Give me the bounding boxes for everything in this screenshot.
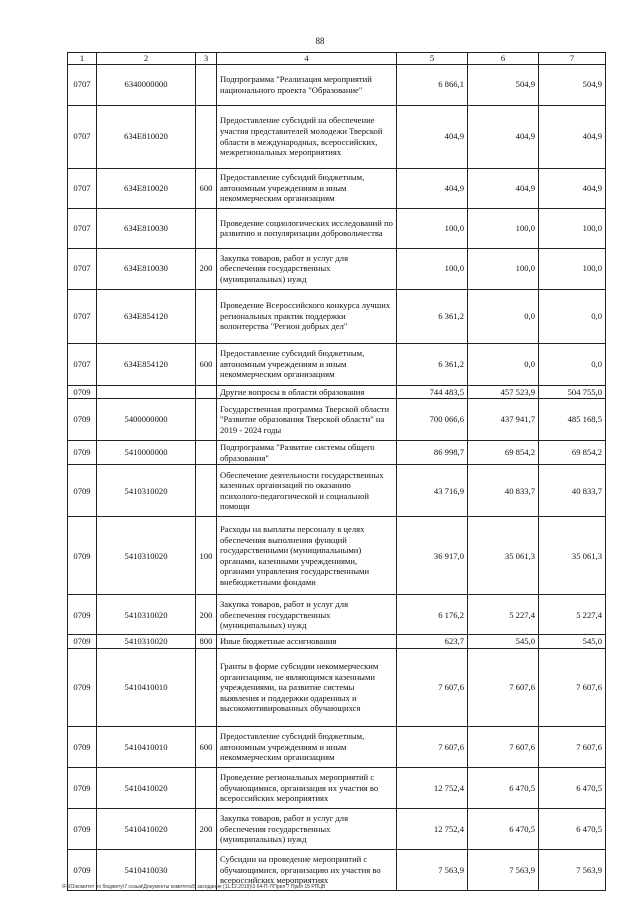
- table-row: [68, 64, 606, 105]
- table-row: [68, 343, 606, 385]
- expense-type-cell: [196, 208, 217, 248]
- amount-year2-cell: 6 470,5: [468, 767, 539, 808]
- expense-type-cell: [196, 441, 217, 465]
- section-code-cell: 0709: [68, 399, 97, 441]
- amount-year2-cell: 69 854,2: [468, 441, 539, 465]
- amount-year1-cell: 100,0: [397, 248, 468, 289]
- target-article-cell: 5410310020: [97, 517, 196, 595]
- amount-year3-cell: 35 061,3: [539, 517, 606, 595]
- amount-year1-cell: 7 607,6: [397, 726, 468, 767]
- target-article-cell: 5410410020: [97, 808, 196, 849]
- amount-year3-cell: 7 607,6: [539, 726, 606, 767]
- amount-year2-cell: 7 563,9: [468, 849, 539, 890]
- section-code-cell: 0709: [68, 849, 97, 890]
- amount-year1-cell: 404,9: [397, 168, 468, 208]
- amount-year3-cell: 100,0: [539, 208, 606, 248]
- amount-year3-cell: 7 563,9: [539, 849, 606, 890]
- item-name-cell: Предоставление субсидий бюджетным, автономным учреждениям и иным некоммерческим организациям: [217, 726, 397, 767]
- amount-year2-cell: 35 061,3: [468, 517, 539, 595]
- budget-table: [67, 52, 606, 891]
- table-row: [68, 385, 606, 399]
- section-code-cell: 0709: [68, 595, 97, 635]
- amount-year3-cell: 504 755,0: [539, 385, 606, 399]
- amount-year1-cell: 744 483,5: [397, 385, 468, 399]
- item-name-cell: Проведение региональных мероприятий с обучающимися, организация их участия во всероссийских мероприятиях: [217, 767, 397, 808]
- amount-year3-cell: 69 854,2: [539, 441, 606, 465]
- target-article-cell: 5410410020: [97, 767, 196, 808]
- amount-year3-cell: 404,9: [539, 105, 606, 168]
- expense-type-cell: 200: [196, 808, 217, 849]
- amount-year1-cell: 36 917,0: [397, 517, 468, 595]
- amount-year3-cell: 485 168,5: [539, 399, 606, 441]
- section-code-cell: 0709: [68, 441, 97, 465]
- expense-type-cell: [196, 64, 217, 105]
- expense-type-cell: 100: [196, 517, 217, 595]
- section-code-cell: 0709: [68, 465, 97, 517]
- amount-year3-cell: 0,0: [539, 289, 606, 343]
- table-row: [68, 635, 606, 649]
- amount-year1-cell: 7 607,6: [397, 648, 468, 726]
- table-row: [68, 767, 606, 808]
- table-row: [68, 208, 606, 248]
- expense-type-cell: [196, 105, 217, 168]
- item-name-cell: Закупка товаров, работ и услуг для обеспечения государственных (муниципальных) нужд: [217, 595, 397, 635]
- table-row: [68, 465, 606, 517]
- target-article-cell: 634E810020: [97, 105, 196, 168]
- item-name-cell: Подпрограмма "Развитие системы общего образования": [217, 441, 397, 465]
- amount-year1-cell: 86 998,7: [397, 441, 468, 465]
- expense-type-cell: 600: [196, 168, 217, 208]
- expense-type-cell: 800: [196, 635, 217, 649]
- amount-year1-cell: 100,0: [397, 208, 468, 248]
- amount-year1-cell: 6 866,1: [397, 64, 468, 105]
- target-article-cell: 634E854120: [97, 343, 196, 385]
- amount-year1-cell: 12 752,4: [397, 767, 468, 808]
- amount-year1-cell: 7 563,9: [397, 849, 468, 890]
- header-cell: 5: [397, 53, 468, 65]
- item-name-cell: Государственная программа Тверской области "Развитие образования Тверской области" на 2019 - 2024 годы: [217, 399, 397, 441]
- table-row: [68, 808, 606, 849]
- table-row: [68, 726, 606, 767]
- amount-year1-cell: 623,7: [397, 635, 468, 649]
- amount-year3-cell: 5 227,4: [539, 595, 606, 635]
- section-code-cell: 0707: [68, 105, 97, 168]
- target-article-cell: 5410310020: [97, 635, 196, 649]
- expense-type-cell: 600: [196, 343, 217, 385]
- table-row: [68, 595, 606, 635]
- item-name-cell: Закупка товаров, работ и услуг для обеспечения государственных (муниципальных) нужд: [217, 808, 397, 849]
- target-article-cell: 634E854120: [97, 289, 196, 343]
- table-row: [68, 441, 606, 465]
- section-code-cell: 0709: [68, 517, 97, 595]
- section-code-cell: 0707: [68, 343, 97, 385]
- amount-year2-cell: 40 833,7: [468, 465, 539, 517]
- expense-type-cell: [196, 465, 217, 517]
- amount-year2-cell: 0,0: [468, 343, 539, 385]
- target-article-cell: 634E810030: [97, 208, 196, 248]
- amount-year3-cell: 504,9: [539, 64, 606, 105]
- amount-year2-cell: 7 607,6: [468, 726, 539, 767]
- amount-year3-cell: 404,9: [539, 168, 606, 208]
- table-row: [68, 399, 606, 441]
- expense-type-cell: [196, 289, 217, 343]
- table-row: [68, 289, 606, 343]
- target-article-cell: 6340000000: [97, 64, 196, 105]
- item-name-cell: Субсидии на проведение мероприятий с обучающимися, организацию их участия во всероссийских мероприятиях: [217, 849, 397, 890]
- table-row: [68, 105, 606, 168]
- amount-year2-cell: 437 941,7: [468, 399, 539, 441]
- expense-type-cell: [196, 648, 217, 726]
- amount-year2-cell: 0,0: [468, 289, 539, 343]
- header-cell: 3: [196, 53, 217, 65]
- amount-year2-cell: 404,9: [468, 105, 539, 168]
- section-code-cell: 0709: [68, 385, 97, 399]
- section-code-cell: 0709: [68, 648, 97, 726]
- table-row: [68, 648, 606, 726]
- file-path-footer: \Fs01\комитет по бюджету\7 созыв\Документы комитета\5 заседание (11.12.2019)\3 64-П-7\Прил 7 Прил 15 РПЦВ: [62, 884, 326, 890]
- amount-year2-cell: 5 227,4: [468, 595, 539, 635]
- expense-type-cell: 200: [196, 248, 217, 289]
- item-name-cell: Закупка товаров, работ и услуг для обеспечения государственных (муниципальных) нужд: [217, 248, 397, 289]
- table-row: [68, 248, 606, 289]
- amount-year3-cell: 0,0: [539, 343, 606, 385]
- item-name-cell: Иные бюджетные ассигнования: [217, 635, 397, 649]
- target-article-cell: 634E810020: [97, 168, 196, 208]
- target-article-cell: 5410410010: [97, 648, 196, 726]
- section-code-cell: 0709: [68, 635, 97, 649]
- item-name-cell: Гранты в форме субсидии некоммерческим организациям, не являющимся казенными учреждениями, на развитие системы выявления и поддержки одаренных и высокомотивированных обучающихся: [217, 648, 397, 726]
- header-cell: 1: [68, 53, 97, 65]
- header-cell: 6: [468, 53, 539, 65]
- amount-year1-cell: 6 361,2: [397, 343, 468, 385]
- item-name-cell: Проведение Всероссийского конкурса лучших региональных практик поддержки волонтерства "Регион добрых дел": [217, 289, 397, 343]
- header-row: [68, 53, 606, 65]
- target-article-cell: 634E810030: [97, 248, 196, 289]
- amount-year2-cell: 504,9: [468, 64, 539, 105]
- table-row: [68, 517, 606, 595]
- amount-year3-cell: 545,0: [539, 635, 606, 649]
- item-name-cell: Обеспечение деятельности государственных казенных организаций по оказанию психолого-педагогической и социальной помощи: [217, 465, 397, 517]
- amount-year2-cell: 100,0: [468, 208, 539, 248]
- target-article-cell: 5410310020: [97, 595, 196, 635]
- expense-type-cell: [196, 767, 217, 808]
- section-code-cell: 0707: [68, 208, 97, 248]
- expense-type-cell: [196, 399, 217, 441]
- expense-type-cell: 600: [196, 726, 217, 767]
- amount-year2-cell: 7 607,6: [468, 648, 539, 726]
- item-name-cell: Предоставление субсидий бюджетным, автономным учреждениям и иным некоммерческим организациям: [217, 168, 397, 208]
- section-code-cell: 0709: [68, 808, 97, 849]
- amount-year1-cell: 12 752,4: [397, 808, 468, 849]
- target-article-cell: 5400000000: [97, 399, 196, 441]
- amount-year2-cell: 404,9: [468, 168, 539, 208]
- target-article-cell: 5410410030: [97, 849, 196, 890]
- section-code-cell: 0707: [68, 64, 97, 105]
- expense-type-cell: [196, 385, 217, 399]
- header-cell: 4: [217, 53, 397, 65]
- amount-year2-cell: 457 523,9: [468, 385, 539, 399]
- table-row: [68, 168, 606, 208]
- amount-year3-cell: 40 833,7: [539, 465, 606, 517]
- amount-year3-cell: 100,0: [539, 248, 606, 289]
- amount-year1-cell: 6 361,2: [397, 289, 468, 343]
- item-name-cell: Предоставление субсидий бюджетным, автономным учреждениям и иным некоммерческим организациям: [217, 343, 397, 385]
- amount-year1-cell: 6 176,2: [397, 595, 468, 635]
- amount-year1-cell: 700 066,6: [397, 399, 468, 441]
- section-code-cell: 0707: [68, 168, 97, 208]
- amount-year3-cell: 7 607,6: [539, 648, 606, 726]
- section-code-cell: 0709: [68, 767, 97, 808]
- item-name-cell: Расходы на выплаты персоналу в целях обеспечения выполнения функций государственными (муниципальными) органами, казенными учреждениями, органами управления государственными внебюджетными фондами: [217, 517, 397, 595]
- table-body: [68, 64, 606, 890]
- section-code-cell: 0707: [68, 289, 97, 343]
- amount-year1-cell: 43 716,9: [397, 465, 468, 517]
- header-cell: 2: [97, 53, 196, 65]
- section-code-cell: 0707: [68, 248, 97, 289]
- amount-year3-cell: 6 470,5: [539, 767, 606, 808]
- amount-year3-cell: 6 470,5: [539, 808, 606, 849]
- target-article-cell: 5410310020: [97, 465, 196, 517]
- target-article-cell: 5410410010: [97, 726, 196, 767]
- item-name-cell: Другие вопросы в области образования: [217, 385, 397, 399]
- amount-year2-cell: 6 470,5: [468, 808, 539, 849]
- amount-year2-cell: 100,0: [468, 248, 539, 289]
- expense-type-cell: 200: [196, 595, 217, 635]
- page-number: 88: [315, 36, 325, 46]
- section-code-cell: 0709: [68, 726, 97, 767]
- item-name-cell: Проведение социологических исследований по развитию и популяризации добровольчества: [217, 208, 397, 248]
- amount-year2-cell: 545,0: [468, 635, 539, 649]
- amount-year1-cell: 404,9: [397, 105, 468, 168]
- target-article-cell: 5410000000: [97, 441, 196, 465]
- item-name-cell: Подпрограмма "Реализация мероприятий национального проекта "Образование": [217, 64, 397, 105]
- item-name-cell: Предоставление субсидий на обеспечение участия представителей молодежи Тверской области в международных, всероссийских, межрегиональных мероприятиях: [217, 105, 397, 168]
- target-article-cell: [97, 385, 196, 399]
- header-cell: 7: [539, 53, 606, 65]
